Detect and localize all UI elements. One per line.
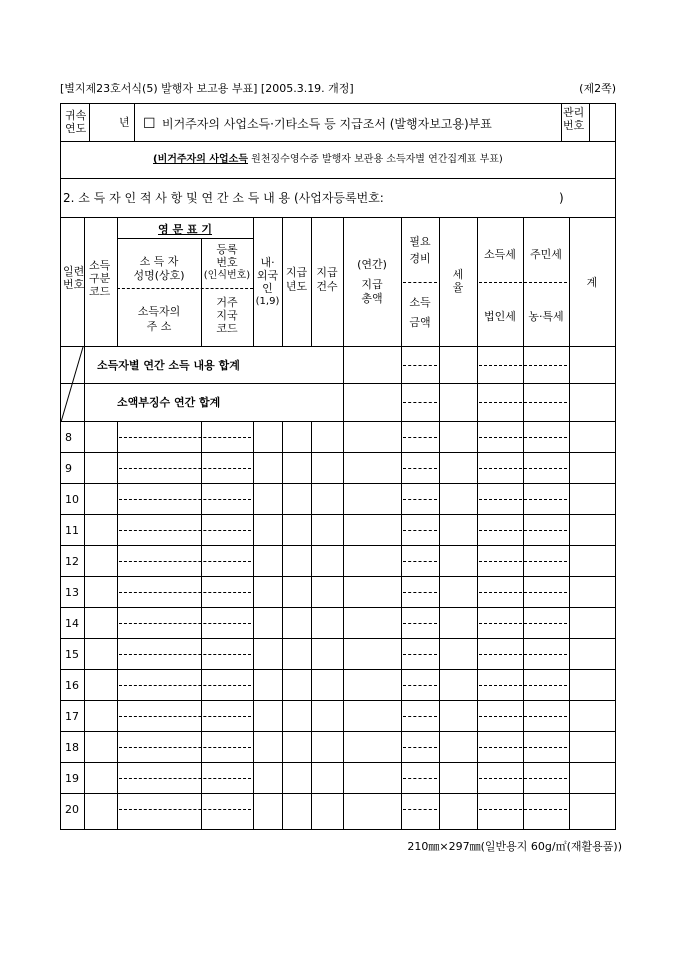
- divider: [403, 809, 437, 810]
- col-income-code-1: 소득: [89, 259, 111, 272]
- col-total-2: 지급: [361, 278, 383, 291]
- row-number: 20: [65, 803, 79, 816]
- divider: [403, 468, 437, 469]
- col-line: [401, 218, 402, 829]
- mgmt-label-2: 번호: [563, 119, 585, 132]
- col-line: [201, 239, 202, 347]
- col-line: [439, 218, 440, 829]
- col-address-1: 소득자의: [137, 305, 181, 318]
- row-number: 15: [65, 648, 79, 661]
- divider: [119, 561, 251, 562]
- row-number: 9: [65, 462, 72, 475]
- divider: [403, 561, 437, 562]
- divider: [589, 104, 590, 141]
- col-domestic-3: 인: [262, 282, 273, 295]
- form-header-label: [별지제23호서식(5) 발행자 보고용 부표] [2005.3.19. 개정]: [60, 82, 354, 95]
- page-number-label: (제2쪽): [579, 82, 616, 95]
- table-row: [61, 577, 615, 608]
- row-number: 12: [65, 555, 79, 568]
- diagonal-slash: [61, 347, 84, 422]
- col-income-code-2: 구분: [89, 272, 111, 285]
- mgmt-label-1: 관리: [563, 106, 585, 119]
- column-header: [61, 218, 615, 347]
- row-number: 17: [65, 710, 79, 723]
- col-income-code-3: 코드: [89, 285, 111, 298]
- row-number: 18: [65, 741, 79, 754]
- table-row: [61, 639, 615, 670]
- col-tax-rate-1: 세: [452, 268, 464, 281]
- col-reg-1: 등록: [216, 243, 238, 256]
- col-reg-2: 번호: [216, 256, 238, 269]
- total-income-label: 소득자별 연간 소득 내용 합계: [97, 359, 240, 372]
- subtitle-underlined: (비거주자의 사업소득: [153, 154, 248, 165]
- col-income-tax: 소득세: [484, 248, 516, 261]
- col-line: [477, 218, 478, 829]
- table-row: [61, 608, 615, 639]
- col-name-2: 성명(상호): [133, 269, 185, 282]
- col-income-amt-1: 소득: [409, 296, 431, 309]
- row-number: 10: [65, 493, 79, 506]
- divider: [561, 104, 562, 141]
- col-domestic-2: 외국: [256, 269, 279, 282]
- col-expense-1: 필요: [409, 235, 431, 248]
- col-country-1: 거주: [216, 296, 238, 309]
- total-small-amount-label: 소액부징수 연간 합계: [117, 396, 221, 409]
- col-serial-1: 일련: [63, 265, 85, 278]
- col-line: [523, 218, 524, 829]
- col-country-2: 지국: [216, 309, 238, 322]
- year-unit: 년: [119, 116, 130, 129]
- data-rows: [61, 422, 615, 825]
- col-reg-3: (인식번호): [203, 270, 251, 281]
- table-row: [61, 670, 615, 701]
- divider: [403, 437, 437, 438]
- divider: [119, 499, 251, 500]
- table-row: [61, 546, 615, 577]
- subtitle: [153, 153, 503, 166]
- col-line: [569, 218, 570, 829]
- divider: [119, 747, 251, 748]
- divider: [119, 437, 251, 438]
- col-english: 영 문 표 기: [158, 223, 212, 236]
- col-address-2: 주 소: [146, 320, 172, 333]
- divider: [403, 365, 437, 366]
- divider: [119, 468, 251, 469]
- total-row-income: [61, 347, 615, 384]
- col-line: [343, 218, 344, 829]
- col-line: [311, 218, 312, 347]
- col-domestic-1: 내·: [260, 256, 275, 269]
- col-resident-tax: 주민세: [530, 248, 562, 261]
- divider: [403, 499, 437, 500]
- section-close: ): [559, 191, 564, 205]
- table-row: [61, 701, 615, 732]
- col-rural-tax: 농·특세: [528, 310, 564, 323]
- divider: [403, 592, 437, 593]
- row-number: 19: [65, 772, 79, 785]
- row-number: 8: [65, 431, 72, 444]
- col-tax-rate-2: 율: [452, 281, 464, 294]
- row-number: 11: [65, 524, 79, 537]
- divider: [403, 654, 437, 655]
- total-row-small-amount: [61, 384, 615, 422]
- divider: [403, 530, 437, 531]
- divider: [119, 809, 251, 810]
- divider: [119, 654, 251, 655]
- form-title: 비거주자의 사업소득·기타소득 등 지급조서 (발행자보고용)부표: [162, 117, 492, 131]
- col-income-amt-2: 금액: [409, 316, 431, 329]
- year-label-1: 귀속: [65, 109, 87, 122]
- title-row: [61, 104, 615, 142]
- col-name-1: 소 득 자: [139, 255, 179, 268]
- table-row: [61, 763, 615, 794]
- row-number: 14: [65, 617, 79, 630]
- col-expense-2: 경비: [409, 252, 431, 265]
- table-row: [61, 484, 615, 515]
- col-total-3: 총액: [361, 292, 383, 305]
- divider: [403, 623, 437, 624]
- paper-size-note: 210㎜×297㎜(일반용지 60g/㎡(재활용품)): [407, 840, 622, 853]
- divider: [119, 716, 251, 717]
- form-table: [60, 103, 616, 830]
- divider: [403, 685, 437, 686]
- table-row: [61, 515, 615, 546]
- col-line: [253, 422, 254, 829]
- year-label-2: 연도: [65, 122, 87, 135]
- subtitle-rest: 원천징수영수증 발행자 보관용 소득자별 연간집계표 부표): [248, 154, 503, 165]
- col-pay-year-2: 년도: [285, 280, 308, 293]
- section-row: [61, 179, 615, 218]
- table-row: [61, 732, 615, 763]
- divider: [119, 778, 251, 779]
- col-pay-count-1: 지급: [316, 266, 338, 279]
- col-pay-year-1: 지급: [285, 266, 308, 279]
- col-pay-count-2: 건수: [316, 280, 338, 293]
- table-row: [61, 422, 615, 453]
- col-serial-2: 번호: [63, 278, 85, 291]
- divider: [403, 716, 437, 717]
- row-number: 13: [65, 586, 79, 599]
- col-country-3: 코드: [216, 322, 238, 335]
- col-line: [282, 218, 283, 347]
- divider: [119, 530, 251, 531]
- table-row: [61, 794, 615, 825]
- table-row: [61, 453, 615, 484]
- divider: [403, 402, 437, 403]
- col-sum: 계: [586, 276, 598, 289]
- section-heading: 2. 소 득 자 인 적 사 항 및 연 간 소 득 내 용 (사업자등록번호:: [63, 191, 384, 205]
- divider: [403, 747, 437, 748]
- divider: [119, 623, 251, 624]
- divider: [403, 282, 437, 283]
- subtitle-row: [61, 142, 615, 179]
- divider: [89, 104, 90, 141]
- col-line: [117, 422, 118, 829]
- col-line: [282, 422, 283, 829]
- col-line: [253, 218, 254, 347]
- col-line: [311, 422, 312, 829]
- col-line: [201, 422, 202, 829]
- divider: [117, 288, 253, 289]
- col-line: [117, 218, 118, 347]
- divider: [119, 592, 251, 593]
- divider: [134, 104, 135, 141]
- divider: [403, 778, 437, 779]
- divider: [117, 238, 253, 239]
- col-line: [84, 218, 85, 829]
- col-corp-tax: 법인세: [484, 310, 516, 323]
- row-number: 16: [65, 679, 79, 692]
- checkbox-icon[interactable]: ☐: [143, 116, 156, 132]
- divider: [119, 685, 251, 686]
- col-domestic-4: (1,9): [255, 296, 280, 307]
- col-total-1: (연간): [357, 258, 387, 271]
